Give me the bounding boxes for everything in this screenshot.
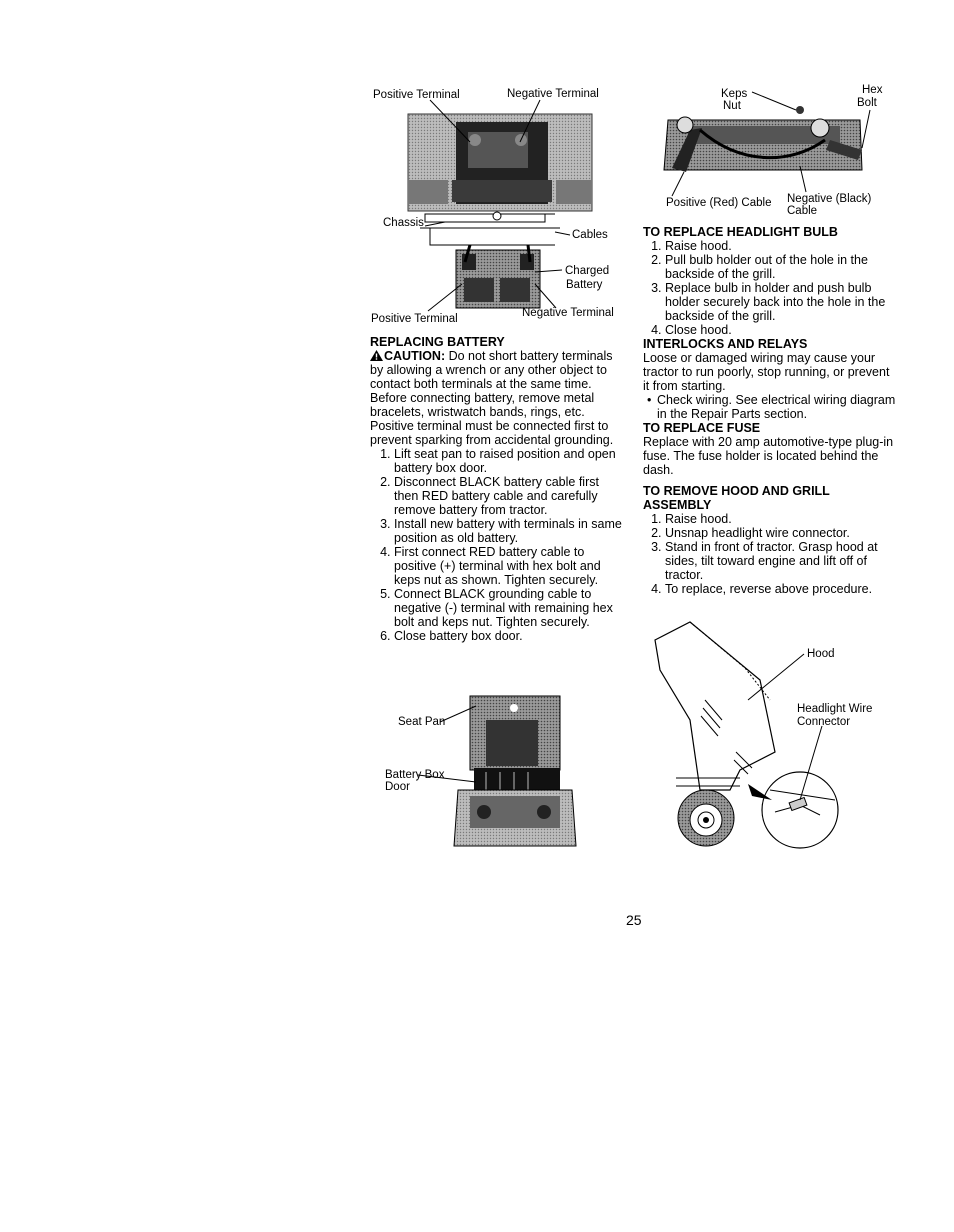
caution-text: Do not short battery terminals by allowing a wrench or any other object to contact both terminals at the same time. Before connecting battery, remove metal bracelets, wristwatch bands, rings, etc.	[370, 349, 613, 419]
label-charged-battery-2: Battery	[566, 279, 603, 291]
label-positive-terminal: Positive Terminal	[373, 89, 460, 101]
caution-word: CAUTION:	[384, 349, 446, 363]
hood-heading-1: TO REMOVE HOOD AND GRILL	[643, 484, 830, 498]
list-item: 3. Stand in front of tractor. Grasp hood at sides, tilt toward engine and lift off of tractor.	[665, 540, 898, 582]
list-item: 1. Lift seat pan to raised position and open battery box door.	[394, 447, 622, 475]
positive-first-note: Positive terminal must be connected first to prevent sparking from accidental grounding.	[370, 419, 614, 447]
fuse-heading: TO REPLACE FUSE	[643, 421, 761, 435]
label-battery-box-1: Battery Box	[385, 769, 445, 781]
page-number: 25	[626, 912, 642, 928]
list-item: 6. Close battery box door.	[394, 629, 622, 643]
hood-heading-2: ASSEMBLY	[643, 498, 712, 512]
interlocks-heading: INTERLOCKS AND RELAYS	[643, 337, 808, 351]
label-negative-1: Negative (Black)	[787, 193, 872, 205]
label-positive-terminal-bottom: Positive Terminal	[371, 313, 458, 325]
list-item: 4. To replace, reverse above procedure.	[665, 582, 898, 596]
label-hex-2: Bolt	[857, 97, 877, 109]
label-chassis: Chassis	[383, 217, 424, 229]
interlocks-text: Loose or damaged wiring may cause your tractor to run poorly, stop running, or prevent it from starting.	[643, 351, 890, 393]
label-headlight-wire-1: Headlight Wire	[797, 703, 873, 715]
label-negative-terminal-bottom: Negative Terminal	[522, 307, 614, 319]
list-item: 2. Unsnap headlight wire connector.	[665, 526, 898, 540]
list-item: 1. Raise hood.	[665, 239, 898, 253]
fuse-text: Replace with 20 amp automotive-type plug-in fuse. The fuse holder is located behind the dash.	[643, 435, 894, 477]
list-item: • Check wiring. See electrical wiring diagram in the Repair Parts section.	[657, 393, 898, 421]
label-hex-1: Hex	[862, 84, 883, 96]
list-item: 4. First connect RED battery cable to positive (+) terminal with hex bolt and keps nut as shown. Tighten securely.	[394, 545, 622, 587]
list-item: 5. Connect BLACK grounding cable to negative (-) terminal with remaining hex bolt and keps nut. Tighten securely.	[394, 587, 622, 629]
label-battery-box-2: Door	[385, 781, 410, 793]
label-charged-battery-1: Charged	[565, 265, 610, 277]
label-headlight-wire-2: Connector	[797, 716, 851, 728]
label-hood: Hood	[807, 648, 835, 660]
label-seat-pan: Seat Pan	[398, 716, 446, 728]
replacing-battery-heading: REPLACING BATTERY	[370, 335, 505, 349]
list-item: 2. Disconnect BLACK battery cable first then RED battery cable and carefully remove battery from tractor.	[394, 475, 622, 517]
list-item: 4. Close hood.	[665, 323, 898, 337]
label-negative-terminal: Negative Terminal	[507, 88, 599, 100]
list-item: 3. Install new battery with terminals in same position as old battery.	[394, 517, 622, 545]
label-positive-cable: Positive (Red) Cable	[666, 197, 772, 209]
list-item: 3. Replace bulb in holder and push bulb holder securely back into the hole in the backside of the grill.	[665, 281, 898, 323]
label-keps-1: Keps	[721, 88, 748, 100]
label-negative-2: Cable	[787, 205, 818, 217]
list-item: 2. Pull bulb holder out of the hole in the backside of the grill.	[665, 253, 898, 281]
list-item: 1. Raise hood.	[665, 512, 898, 526]
headlight-heading: TO REPLACE HEADLIGHT BULB	[643, 225, 838, 239]
label-keps-2: Nut	[723, 100, 741, 112]
label-cables: Cables	[572, 229, 608, 241]
